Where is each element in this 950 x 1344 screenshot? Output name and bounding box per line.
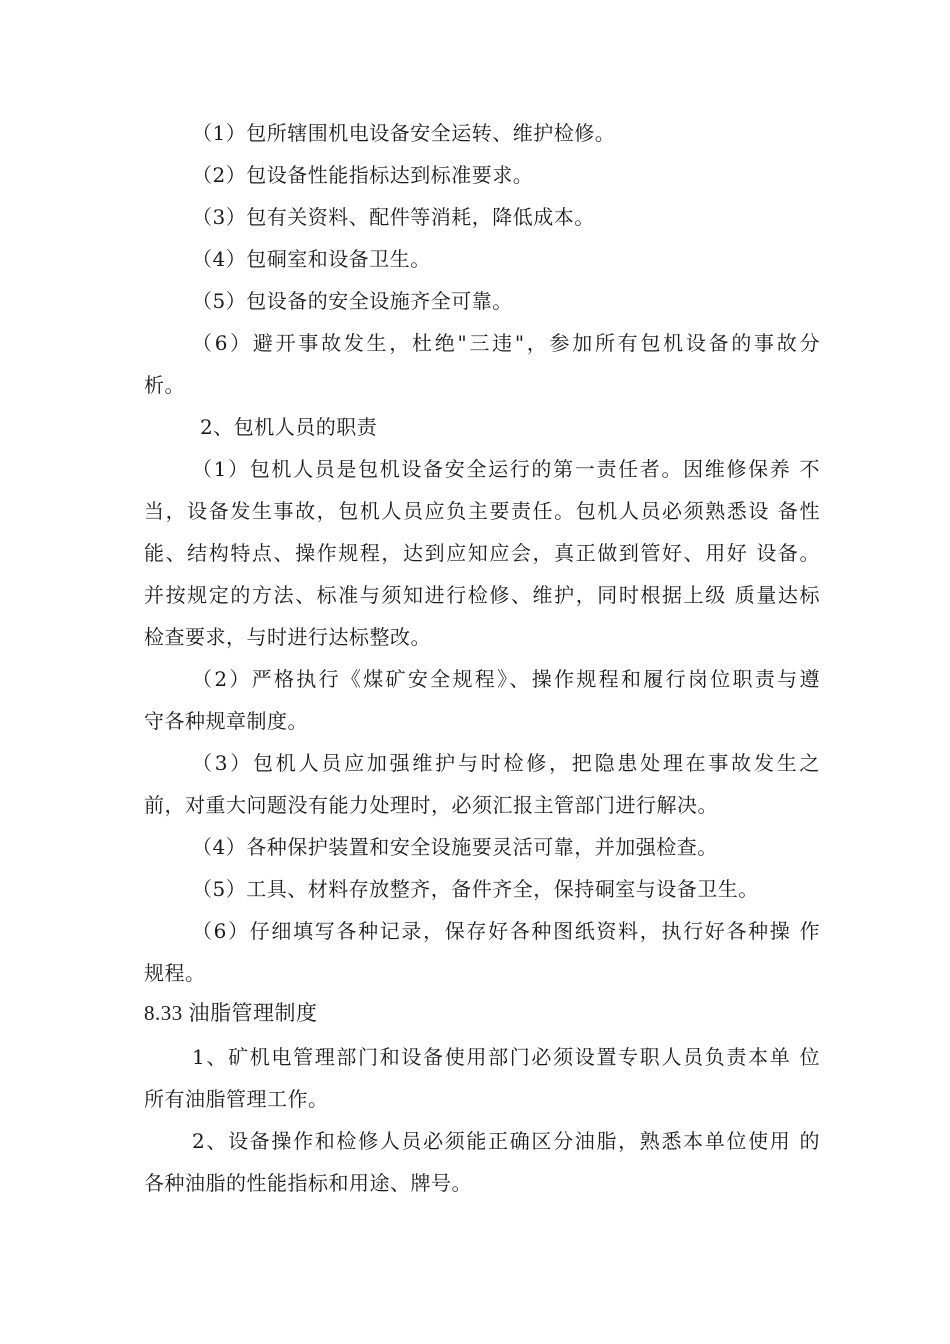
duty-item-1-line4: 并按规定的方法、标准与须知进行检修、维护，同时根据上级 质量达标 <box>144 583 820 607</box>
duty-item-5: （5）工具、材料存放整齐，备件齐全，保持硐室与设备卫生。 <box>192 877 759 901</box>
list-item-4: （4）包硐室和设备卫生。 <box>192 247 431 271</box>
duty-item-1-line2: 当，设备发生事故，包机人员应负主要责任。包机人员必须熟悉设 备性 <box>144 499 820 523</box>
duty-item-1-line3: 能、结构特点、操作规程，达到应知应会，真正做到管好、用好 设备。 <box>144 541 820 565</box>
duty-item-3-line2: 前，对重大问题没有能力处理时，必须汇报主管部门进行解决。 <box>144 793 718 817</box>
list-item-3: （3）包有关资料、配件等消耗，降低成本。 <box>192 205 595 229</box>
duty-item-4: （4）各种保护装置和安全设施要灵活可靠，并加强检查。 <box>192 835 718 859</box>
grease-item-1-line2: 所有油脂管理工作。 <box>144 1087 329 1111</box>
duty-item-6-line2: 规程。 <box>144 961 206 985</box>
list-item-1: （1）包所辖围机电设备安全运转、维护检修。 <box>192 121 616 145</box>
section-heading-duties: 2、包机人员的职责 <box>200 415 378 439</box>
duty-item-1: （1）包机人员是包机设备安全运行的第一责任者。因维修保养 不 <box>192 457 820 481</box>
grease-item-2-line2: 各种油脂的性能指标和用途、牌号。 <box>144 1171 472 1195</box>
grease-item-1: 1、矿机电管理部门和设备使用部门必须设置专职人员负责本单 位 <box>192 1045 820 1069</box>
duty-item-2: （2）严格执行《煤矿安全规程》、操作规程和履行岗位职责与遵 <box>192 667 820 691</box>
duty-item-6: （6）仔细填写各种记录，保存好各种图纸资料，执行好各种操 作 <box>192 919 820 943</box>
section-title-grease-management: 8.33 油脂管理制度 <box>144 1001 318 1025</box>
list-item-5: （5）包设备的安全设施齐全可靠。 <box>192 289 513 313</box>
list-item-2: （2）包设备性能指标达到标准要求。 <box>192 163 534 187</box>
duty-item-2-line2: 守各种规章制度。 <box>144 709 308 733</box>
list-item-6-cont: 析。 <box>144 373 185 397</box>
grease-item-2: 2、设备操作和检修人员必须能正确区分油脂，熟悉本单位使用 的 <box>192 1129 820 1153</box>
duty-item-3: （3）包机人员应加强维护与时检修，把隐患处理在事故发生之 <box>192 751 820 775</box>
list-item-6: （6）避开事故发生，杜绝"三违"，参加所有包机设备的事故分 <box>192 331 820 355</box>
duty-item-1-line5: 检查要求，与时进行达标整改。 <box>144 625 431 649</box>
